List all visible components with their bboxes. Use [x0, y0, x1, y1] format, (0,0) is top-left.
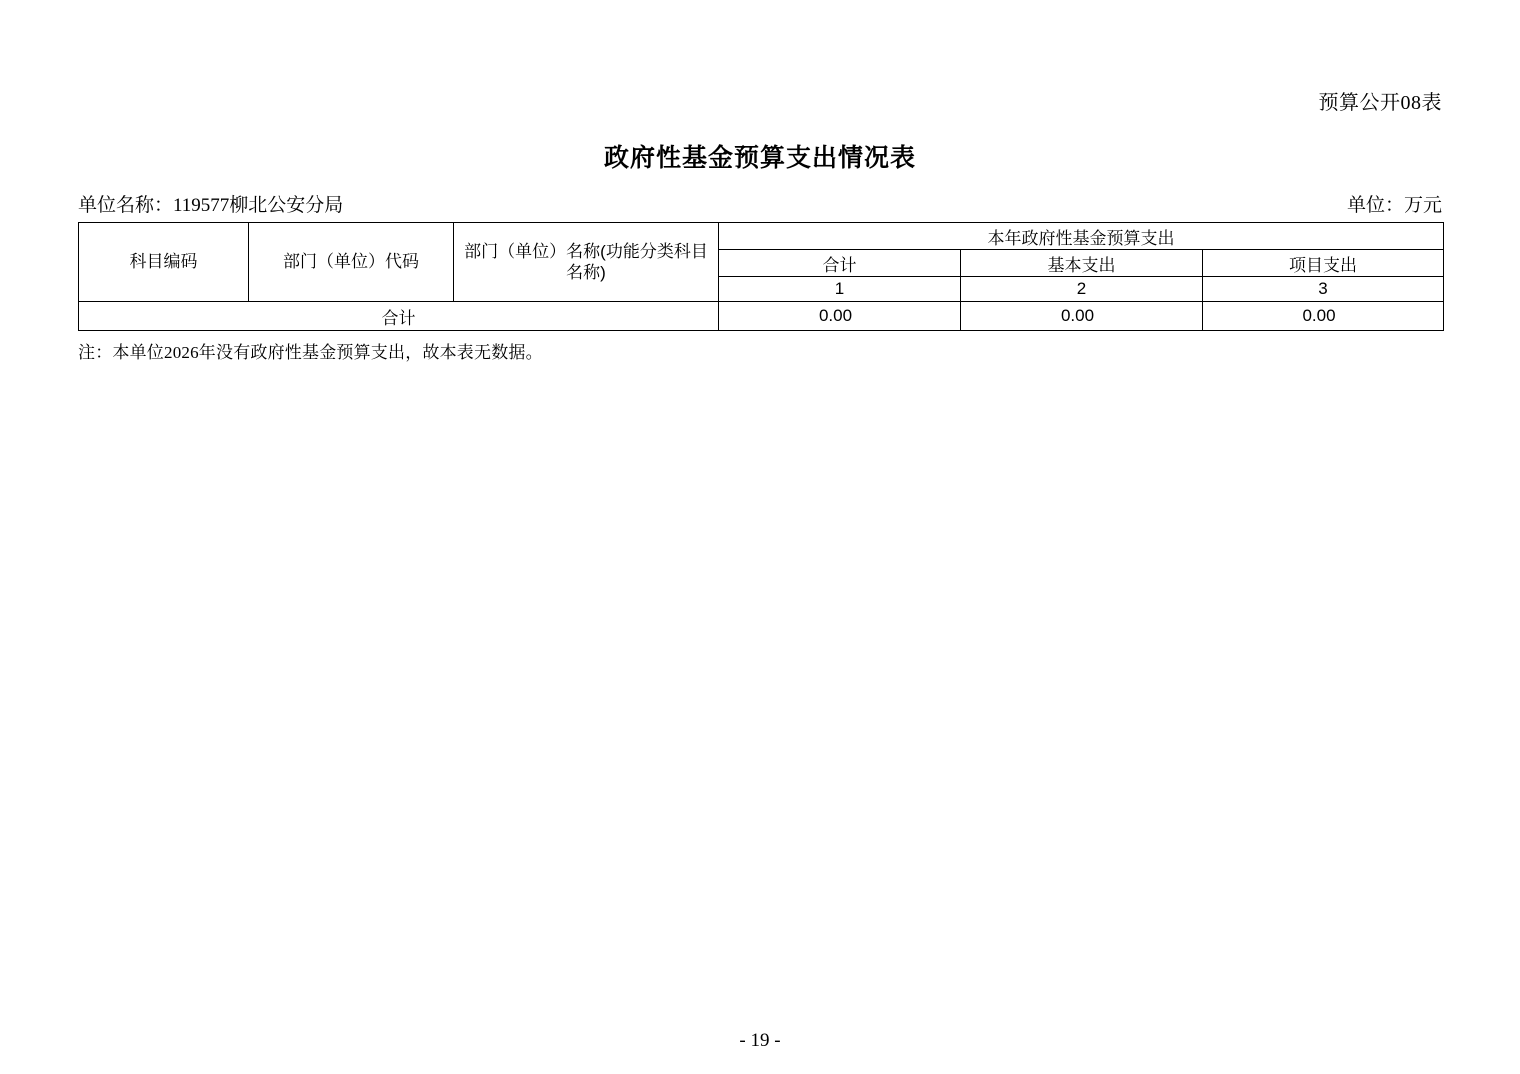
form-code-label: 预算公开08表 — [1318, 92, 1442, 114]
unit-name — [78, 190, 343, 217]
page-number: - 19 - — [739, 1030, 781, 1051]
col-header-sub-basic: 基本支出 — [961, 250, 1203, 277]
unit-name-label: 单位名称： — [78, 195, 174, 216]
col-number-3: 3 — [1203, 277, 1444, 302]
col-number-2: 2 — [961, 277, 1203, 302]
meta-row — [78, 190, 1442, 214]
budget-table — [78, 222, 1444, 331]
unit-name-value: 119577柳北公安分局 — [173, 195, 344, 216]
row-value-total: 0.00 — [719, 302, 961, 331]
row-value-project: 0.00 — [1203, 302, 1444, 331]
col-header-dept-code: 部门（单位）代码 — [249, 223, 454, 302]
page-title: 政府性基金预算支出情况表 — [603, 144, 916, 172]
table-row — [79, 302, 1444, 331]
col-header-group-current-year: 本年政府性基金预算支出 — [719, 223, 1444, 250]
col-number-1: 1 — [719, 277, 961, 302]
amount-unit-label: 单位：万元 — [1346, 195, 1442, 216]
table-note: 注：本单位2026年没有政府性基金预算支出，故本表无数据。 — [78, 343, 543, 362]
row-label-total: 合计 — [79, 302, 719, 331]
col-header-sub-project: 项目支出 — [1203, 250, 1444, 277]
col-header-sub-total: 合计 — [719, 250, 961, 277]
row-value-basic: 0.00 — [961, 302, 1203, 331]
col-header-subject-code: 科目编码 — [79, 223, 249, 302]
col-header-dept-name: 部门（单位）名称(功能分类科目名称) — [454, 223, 719, 302]
